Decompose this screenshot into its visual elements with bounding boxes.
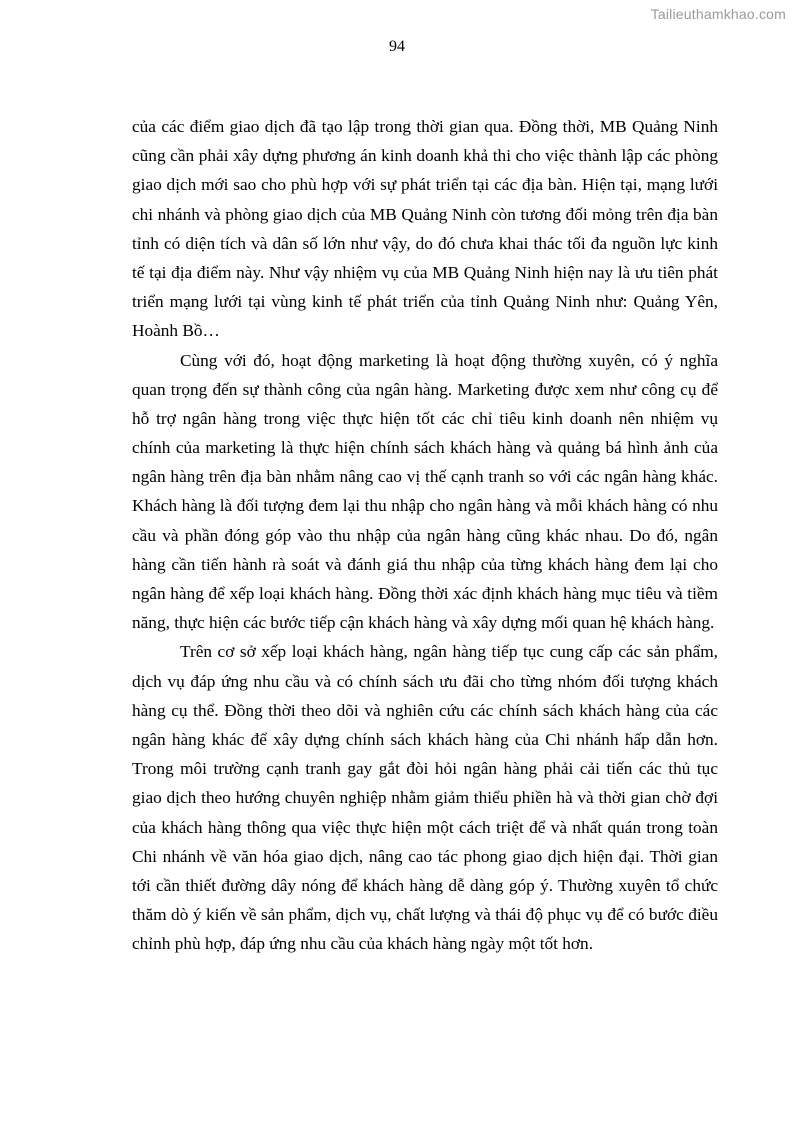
text-line: tỉnh có diện tích và dân số lớn như vậy, do đó chưa khai thác tối đa nguồn lực kinh [132, 233, 718, 253]
text-line: Cùng với đó, hoạt động marketing là hoạt động thường xuyên, có ý nghĩa [180, 350, 718, 370]
text-line: giao dịch mới sao cho phù hợp với sự phát triển tại các địa bàn. Hiện tại, mạng lưới [132, 175, 718, 195]
text-line: triển mạng lưới tại vùng kinh tế phát triển của tỉnh Quảng Ninh như: Quảng Yên, [132, 292, 718, 312]
document-body [132, 112, 718, 958]
text-line: quan trọng đến sự thành công của ngân hàng. Marketing được xem như công cụ để [132, 379, 718, 399]
text-line: Hoành Bồ… [132, 321, 220, 341]
text-line: dịch vụ đáp ứng nhu cầu và có chính sách ưu đãi cho từng nhóm đối tượng khách [132, 671, 718, 691]
text-line: chi nhánh và phòng giao dịch của MB Quảng Ninh còn tương đối mỏng trên địa bàn [132, 204, 718, 224]
text-line: ngân hàng khác để xây dựng chính sách khách hàng của Chi nhánh hấp dẫn hơn. [132, 729, 718, 749]
text-line: hàng cụ thể. Đồng thời theo dõi và nghiên cứu các chính sách khách hàng của các [132, 700, 718, 720]
text-line: thăm dò ý kiến về sản phẩm, dịch vụ, chất lượng và thái độ phục vụ để có bước điều [132, 905, 718, 925]
text-line: tới cần thiết đường dây nóng để khách hàng dễ dàng góp ý. Thường xuyên tổ chức [132, 875, 718, 895]
text-line: ngân hàng trên địa bàn nhằm nâng cao vị thế cạnh tranh so với các ngân hàng khác. [132, 467, 718, 487]
text-line: cũng cần phải xây dựng phương án kinh doanh khả thi cho việc thành lập các phòng [132, 146, 718, 166]
text-line: hỗ trợ ngân hàng trong việc thực hiện tốt các chỉ tiêu kinh doanh nên nhiệm vụ [132, 408, 718, 428]
text-line: năng, thực hiện các bước tiếp cận khách hàng và xây dựng mối quan hệ khách hàng. [132, 613, 715, 633]
text-line: tế tại địa điểm này. Như vậy nhiệm vụ của MB Quảng Ninh hiện nay là ưu tiên phát [132, 262, 718, 282]
text-line: Khách hàng là đối tượng đem lại thu nhập cho ngân hàng và mỗi khách hàng có nhu [132, 496, 718, 516]
watermark: Tailieuthamkhao.com [650, 6, 786, 22]
text-line: của các điểm giao dịch đã tạo lập trong thời gian qua. Đồng thời, MB Quảng Ninh [132, 117, 718, 136]
text-line: Chi nhánh về văn hóa giao dịch, nâng cao tác phong giao dịch hiện đại. Thời gian [132, 846, 718, 866]
page-number: 94 [389, 38, 405, 55]
text-line: của khách hàng thông qua việc thực hiện một cách triệt để và nhất quán trong toàn [132, 817, 718, 837]
text-line: Trên cơ sở xếp loại khách hàng, ngân hàng tiếp tục cung cấp các sản phẩm, [180, 642, 718, 662]
text-line: giao dịch theo hướng chuyên nghiệp nhằm giảm thiểu phiền hà và thời gian chờ đợi [132, 788, 718, 808]
text-line: ngân hàng để xếp loại khách hàng. Đồng thời xác định khách hàng mục tiêu và tiềm [132, 584, 718, 603]
text-line: chính của marketing là thực hiện chính sách khách hàng và quảng bá hình ảnh của [132, 438, 718, 458]
text-line: hàng cần tiến hành rà soát và đánh giá thu nhập của từng khách hàng đem lại cho [132, 554, 718, 574]
text-line: chỉnh phù hợp, đáp ứng nhu cầu của khách hàng ngày một tốt hơn. [132, 934, 594, 954]
text-line: cầu và phần đóng góp vào thu nhập của ngân hàng cũng khác nhau. Do đó, ngân [132, 525, 718, 545]
text-line: Trong môi trường cạnh tranh gay gắt đòi hỏi ngân hàng phải cải tiến các thủ tục [132, 759, 718, 779]
